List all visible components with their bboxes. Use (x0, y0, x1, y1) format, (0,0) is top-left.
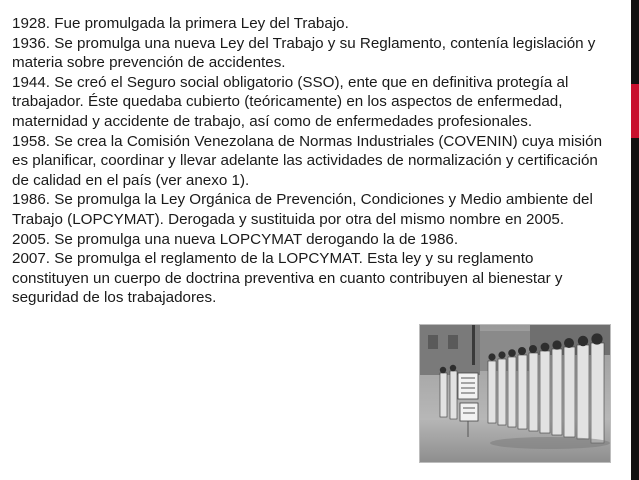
photo-illustration (420, 325, 610, 462)
side-strip-accent (631, 84, 639, 138)
paragraph-1986: 1986. Se promulga la Ley Orgánica de Prevención, Condiciones y Medio ambiente del Trabajo (LOPCYMAT). Derogada y sustituida por otra del mismo nombre en 2005. (12, 191, 593, 228)
history-text (12, 14, 612, 308)
paragraph-1928: 1928. Fue promulgada la primera Ley del Trabajo. (12, 15, 349, 32)
paragraph-2007: 2007. Se promulga el reglamento de la LOPCYMAT. Esta ley y su reglamento constituyen un cuerpo de doctrina preventiva en cuanto contribuyen al bienestar y seguridad de los trabajadores. (12, 250, 563, 307)
paragraph-1958: 1958. Se crea la Comisión Venezolana de Normas Industriales (COVENIN) cuya misión es planificar, coordinar y llevar adelante las actividades de normalización y certificación de calidad en el país (ver anexo 1). (12, 132, 603, 189)
paragraph-1944: 1944. Se creó el Seguro social obligatorio (SSO), ente que en definitiva protegía al trabajador. Éste quedaba cubierto (teóricamente) en los aspectos de enfermedad, maternidad y accidente de trabajo, así como de enfermedades profesionales. (12, 73, 569, 130)
paragraph-2005: 2005. Se promulga una nueva LOPCYMAT derogando la de 1986. (12, 230, 459, 248)
paragraph-1936: 1936. Se promulga una nueva Ley del Trabajo y su Reglamento, contenía legislación y materia sobre prevención de accidentes. (12, 34, 596, 72)
historical-workers-photo (419, 324, 611, 463)
side-strip (631, 0, 639, 480)
